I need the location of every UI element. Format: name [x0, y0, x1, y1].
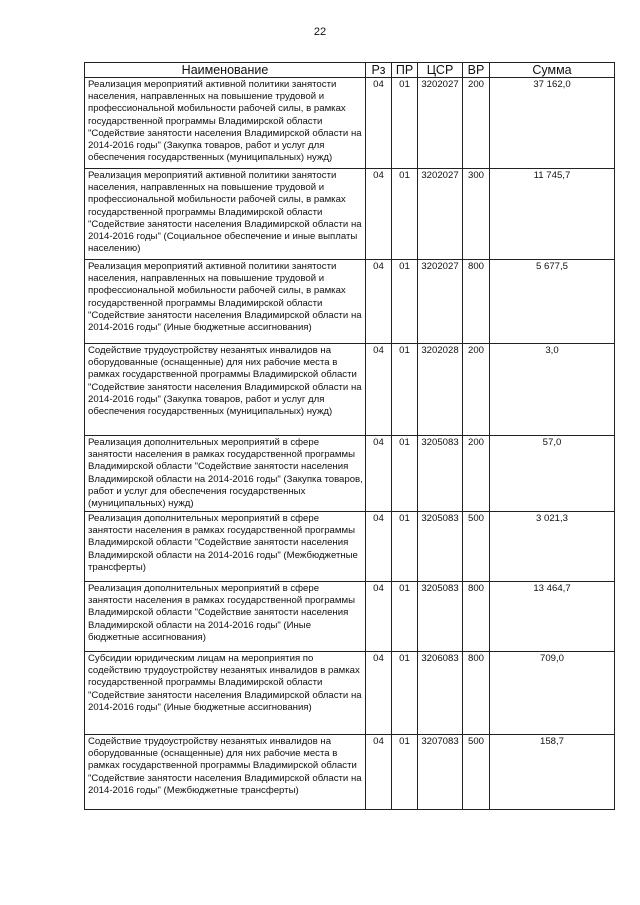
row-sum: 57,0 [490, 436, 615, 512]
row-csr: 3206083 [418, 652, 463, 735]
table-row [85, 582, 615, 652]
row-vr: 800 [463, 652, 490, 735]
row-rz: 04 [366, 735, 392, 810]
table-row [85, 652, 615, 735]
row-vr: 300 [463, 169, 490, 260]
budget-table [84, 62, 615, 810]
row-rz: 04 [366, 78, 392, 169]
header-vr: ВР [463, 63, 490, 78]
header-rz: Рз [366, 63, 392, 78]
table-row [85, 436, 615, 512]
row-rz: 04 [366, 512, 392, 582]
row-name: Реализация мероприятий активной политики занятости населения, направленных на повышение трудовой и профессиональной мобильности рабочей силы, в рамках государственной программы Владимирской области "Содействие занятости населения Владимирской области на 2014-2016 годы" (Закупка товаров, работ и услуг для обеспечения государственных (муниципальных) нужд) [85, 78, 366, 169]
row-pr: 01 [392, 652, 418, 735]
row-sum: 5 677,5 [490, 260, 615, 344]
row-pr: 01 [392, 512, 418, 582]
row-name: Содействие трудоустройству незанятых инвалидов на оборудованные (оснащенные) для них рабочие места в рамках государственной программы Владимирской области "Содействие занятости населения Владимирской области на 2014-2016 годы" (Межбюджетные трансферты) [85, 735, 366, 810]
row-csr: 3202027 [418, 260, 463, 344]
row-pr: 01 [392, 436, 418, 512]
row-name: Реализация мероприятий активной политики занятости населения, направленных на повышение трудовой и профессиональной мобильности рабочей силы, в рамках государственной программы Владимирской области "Содействие занятости населения Владимирской области на 2014-2016 годы" (Социальное обеспечение и иные выплаты населению) [85, 169, 366, 260]
row-csr: 3205083 [418, 512, 463, 582]
row-pr: 01 [392, 344, 418, 436]
row-name: Субсидии юридическим лицам на мероприятия по содействию трудоустройству незанятых инвалидов в рамках государственной программы Владимирской области "Содействие занятости населения Владимирской области на 2014-2016 годы" (Иные бюджетные ассигнования) [85, 652, 366, 735]
row-sum: 158,7 [490, 735, 615, 810]
header-sum: Сумма [490, 63, 615, 78]
row-sum: 3 021,3 [490, 512, 615, 582]
table-row [85, 169, 615, 260]
row-sum: 3,0 [490, 344, 615, 436]
row-pr: 01 [392, 260, 418, 344]
table-row [85, 512, 615, 582]
row-vr: 800 [463, 260, 490, 344]
row-sum: 13 464,7 [490, 582, 615, 652]
table-row [85, 260, 615, 344]
row-name: Реализация дополнительных мероприятий в сфере занятости населения в рамках государственной программы Владимирской области "Содействие занятости населения Владимирской области на 2014-2016 годы" (Иные бюджетные ассигнования) [85, 582, 366, 652]
row-vr: 800 [463, 582, 490, 652]
row-rz: 04 [366, 582, 392, 652]
row-sum: 37 162,0 [490, 78, 615, 169]
row-name: Реализация дополнительных мероприятий в сфере занятости населения в рамках государственной программы Владимирской области "Содействие занятости населения Владимирской области на 2014-2016 годы" (Межбюджетные трансферты) [85, 512, 366, 582]
row-vr: 200 [463, 78, 490, 169]
row-csr: 3202027 [418, 78, 463, 169]
header-pr: ПР [392, 63, 418, 78]
row-vr: 500 [463, 735, 490, 810]
row-rz: 04 [366, 436, 392, 512]
row-vr: 200 [463, 344, 490, 436]
row-csr: 3205083 [418, 582, 463, 652]
table-row [85, 344, 615, 436]
table-row [85, 78, 615, 169]
row-csr: 3202027 [418, 169, 463, 260]
page-number: 22 [313, 26, 327, 38]
header-name: Наименование [85, 63, 366, 78]
row-rz: 04 [366, 344, 392, 436]
row-name: Реализация мероприятий активной политики занятости населения, направленных на повышение трудовой и профессиональной мобильности рабочей силы, в рамках государственной программы Владимирской области "Содействие занятости населения Владимирской области на 2014-2016 годы" (Иные бюджетные ассигнования) [85, 260, 366, 344]
table-row [85, 735, 615, 810]
row-sum: 11 745,7 [490, 169, 615, 260]
row-csr: 3207083 [418, 735, 463, 810]
row-csr: 3202028 [418, 344, 463, 436]
row-pr: 01 [392, 735, 418, 810]
row-name: Реализация дополнительных мероприятий в сфере занятости населения в рамках государственной программы Владимирской области "Содействие занятости населения Владимирской области на 2014-2016 годы" (Закупка товаров, работ и услуг для обеспечения государственных (муниципальных) нужд) [85, 436, 366, 512]
row-csr: 3205083 [418, 436, 463, 512]
row-vr: 200 [463, 436, 490, 512]
header-csr: ЦСР [418, 63, 463, 78]
row-vr: 500 [463, 512, 490, 582]
row-pr: 01 [392, 169, 418, 260]
row-pr: 01 [392, 582, 418, 652]
row-rz: 04 [366, 169, 392, 260]
row-pr: 01 [392, 78, 418, 169]
row-rz: 04 [366, 652, 392, 735]
row-rz: 04 [366, 260, 392, 344]
row-name: Содействие трудоустройству незанятых инвалидов на оборудованные (оснащенные) для них рабочие места в рамках государственной программы Владимирской области "Содействие занятости населения Владимирской области на 2014-2016 годы" (Закупка товаров, работ и услуг для обеспечения государственных (муниципальных) нужд) [85, 344, 366, 436]
header-row [85, 63, 615, 78]
row-sum: 709,0 [490, 652, 615, 735]
